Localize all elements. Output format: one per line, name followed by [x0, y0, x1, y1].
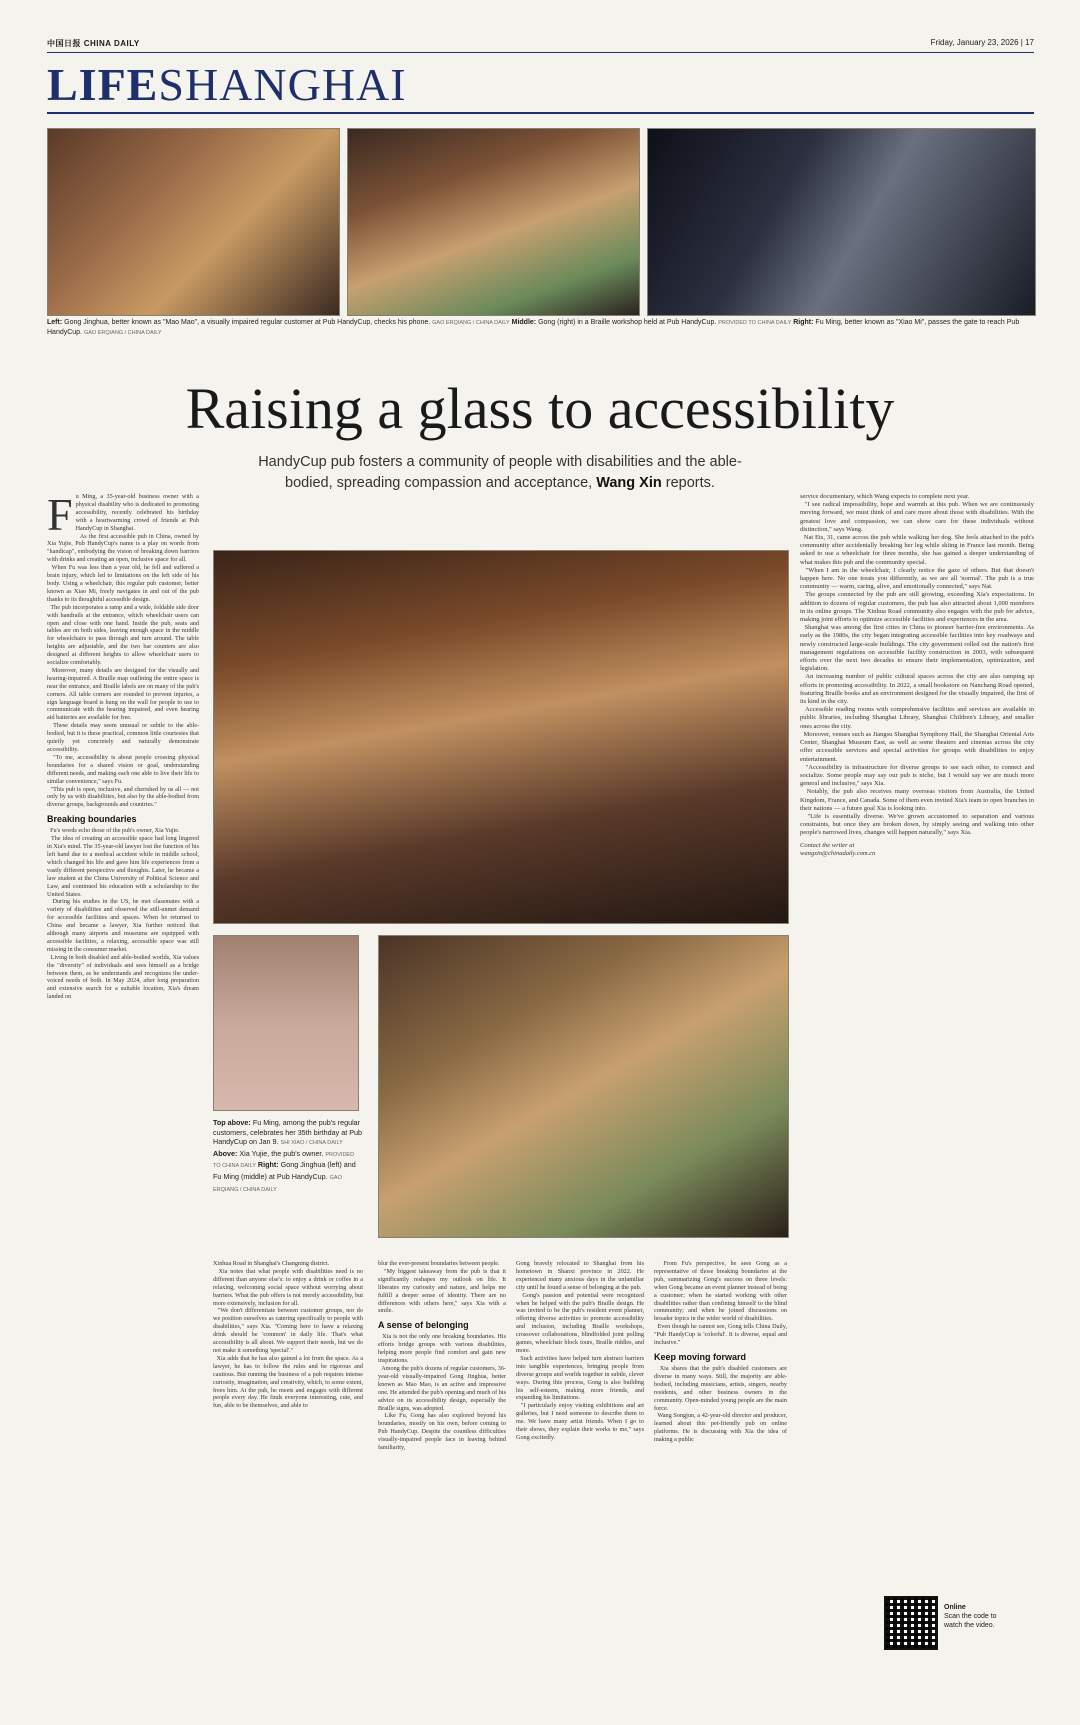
qr-label: Online Scan the code to watch the video.	[944, 1604, 997, 1629]
photo-fu-passes-gate	[647, 128, 1036, 316]
article-column-6: service documentary, which Wang expects to complete next year. "I see radical impossibility, hope and warmth at this pub. When we are continuously moving forward, we must think of and care more about those with disabilities. With the greatest love and compassion, we can show care for these individuals without distinction," says Wang. Nat Ets, 31, came across the pub while walking her dog. She feels attached to the pub's community after accidentally breaking her leg while skiing in France last month. Being asked to use a wheelchair for three months, she has gained a deeper understanding of what makes this pub and the community special. "When I am in the wheelchair, I clearly notice the gaze of others. But that doesn't happen here. No one treats you differently, as we are all 'normal'. The pub is a true community — warm, caring, alive, and emotionally connected," says Nat. The groups connected by the pub are still growing, exceeding Xia's expectations. In addition to dozens of regular customers, the pub has also attracted about 1,000 members in its online groups. The Xinhua Road community also engages with the pub for advice, making joint efforts to optimize accessible facilities and experiences in the area. Shanghai was among the first cities in China to pioneer barrier-free environments. As early as the 1980s, the city began integrating accessible facilities into key roadways and newly constructed large-scale buildings. The city government rolled out the nation's first management regulations on accessible facility construction in 2003, with subsequent efforts over the next two decades to ensure their implementation, optimization, and legislation. An increasing number of public cultural spaces across the city are also ramping up efforts in promoting accessibility. In 2022, a small bookstore on Nanchang Road opened, featuring Braille books and an environment designed for the visually impaired, the first of its kind in the city. Accessible reading rooms with comprehensive facilities and services are available in public libraries, including Shanghai Library, Shanghai Children's Library, and smaller ones across the city. Moreover, venues such as Jiangsu Shanghai Symphony Hall, the Shanghai Oriental Arts Center, Shanghai Museum East, as well as some theaters and cinemas across the city offer accessible services and special activities for groups with disabilities to enjoy entertainment. "Accessibility is infrastructure for diverse groups to see each other, to connect and socialize. Some people may say our pub is niche, but I would say we are much more general and inclusive," says Xia. Notably, the pub also receives many overseas visitors from Australia, the United Kingdom, France, and Canada. Some of them even invited Xia's team to open branches in their nations — a future goal Xia is looking into. "Life is essentially diverse. We've grown accustomed to separation and various constraints, but once they are broken down, by simply seeing and walking into other people's narrowed lives, changes will happen naturally," says Xia. Contact the writer at wangxin@chinadaily.com.cn	[800, 493, 1034, 857]
section-city: SHANGHAI	[158, 59, 407, 110]
article-column-3: blur the ever-present boundaries between people. "My biggest takeaway from the pub is that it significantly reshapes my outlook on life. It liberates my curiosity and nature, and helps me fulfill a deeper sense of identity. There are no differences with others here," says Xia with a smile. A sense of belonging Xia is not the only one breaking boundaries. His efforts bridge groups with various disabilities, helping more people find comfort and gain new inspirations. Among the pub's dozens of regular customers, 36-year-old visually-impaired Gong Jinghua, better known as Mao Mao, is an active and impressive one. He attended the pub's opening and much of his advice on its accessibility design, especially the Braille signs, was adopted. Like Fu, Gong has also explored beyond his boundaries, mostly on his own, before coming to Pub HandyCup. Despite the countless difficulties visually-impaired people face in leaving behind familiarity,	[378, 1260, 506, 1452]
bottom-photo-caption: Top above: Fu Ming, among the pub's regular customers, celebrates her 35th birthday at Pub HandyCup on Jan 9. SHI XIAO / CHINA DAILY Above: Xia Yujie, the pub's owner. PROVIDED TO CHINA DAILY Right: Gong Jinghua (left) and Fu Ming (middle) at Pub HandyCup. GAO ERQIANG / CHINA DAILY	[213, 1118, 363, 1193]
article-column-2: Xinhua Road in Shanghai's Changning district. Xia notes that what people with disabilities need is no different than anyone else's: to enjoy a drink or coffee in a relaxing, welcoming social space without worrying about barriers. What the pub offers is not merely accessibility, but more extensively, inclusion for all. "We don't differentiate between customer groups, nor do we position ourselves as catering specifically to people with disabilities," says Xia. "Coming here to have a relaxing drink should be 'common' in daily life. That's what accessibility is all about. We support their needs, but we do not make it something 'special'." Xia adds that he has also gained a lot from the space. As a lawyer, he has to follow the rules and be rigorous and cautious. But running the business of a pub requires intense curiosity, imagination, and creativity, which, to some extent, frees him. At the pub, he meets and engages with different people every day. He finds everyone interesting, cute, and fun, able to be themselves, and able to	[213, 1260, 363, 1410]
contact-label: Contact the writer at	[800, 841, 855, 849]
section-rule	[47, 112, 1034, 114]
date-page: Friday, January 23, 2026 | 17	[930, 38, 1034, 47]
headline: Raising a glass to accessibility	[185, 376, 895, 441]
photo-main-pub-crowd	[213, 550, 789, 924]
photo-xia-yujie	[213, 935, 359, 1111]
article-column-4: Gong bravely relocated to Shanghai from his hometown in Shanxi province in 2022. He experienced many anxious days in the unfamiliar city until he found a sense of belonging at the pub. Gong's passion and potential were recognized when he helped with the pub's Braille design. He was invited to be the pub's resident event planner, offering diverse activities to promote accessibility and inclusion, including Braille workshops, crossover collaborations, blindfolded joint polling games, wheelchair block tours, Braille riddles, and more. Such activities have helped turn abstract barriers into tangible experiences, bringing people from diverse groups and worlds together in subtle, clever ways. During this process, Gong is also building his self-esteem, making more friends, and expanding his limitations. "I particularly enjoy visiting exhibitions and art galleries, but I need someone to describe them to me. We have many artist friends. When I go to their shows, they explain their works to me," says Gong excitedly.	[516, 1260, 644, 1441]
deck: HandyCup pub fosters a community of people with disabilities and the able-bodied, spreading compassion and acceptance, Wang Xin reports.	[258, 454, 742, 491]
photo-gong-and-fu	[378, 935, 789, 1238]
masthead	[47, 38, 1034, 50]
subhead-breaking-boundaries: Breaking boundaries	[47, 814, 137, 825]
paper-name: 中国日报 CHINA DAILY	[47, 39, 140, 48]
section-title	[47, 59, 407, 110]
top-photo-caption: Left: Gong Jinghua, better known as "Mao Mao", a visually impaired regular customer at Pub HandyCup, checks his phone. GAO ERQIANG / CHINA DAILY Middle: Gong (right) in a Braille workshop held at Pub HandyCup. PROVIDED TO CHINA DAILY Right: Fu Ming, better known as "Xiao Mi", passes the gate to reach Pub HandyCup. GAO ERQIANG / CHINA DAILY	[47, 319, 1020, 336]
dropcap: F	[47, 493, 73, 540]
section-life: LIFE	[47, 59, 159, 110]
photo-gong-checks-phone	[47, 128, 340, 316]
article-column-5: From Fu's perspective, he sees Gong as a representative of those breaking boundaries at the pub, summarizing Gong's success on three levels: when Gong became an event planner instead of being a customer; when he started working with other disabilities rather than confining himself to the blind community; and when he joined discussions on broader topics in the wider world of disabilities. Even though he cannot see, Gong tells China Daily, "Pub HandyCup is 'colorful'. It is diverse, equal and inclusive." Keep moving forward Xia shares that the pub's disabled customers are diverse in many ways. Still, the majority are able-bodied, including musicians, artists, singers, nearby residents, and other business owners in the community. Open-minded young people are the main force. Wang Songjun, a 42-year-old director and producer, learned about this pet-friendly pub on online platforms. He is discussing with Xia the idea of making a public	[654, 1260, 787, 1444]
photo-braille-workshop	[347, 128, 640, 316]
subhead-sense-of-belonging: A sense of belonging	[378, 1320, 469, 1331]
subhead-keep-moving-forward: Keep moving forward	[654, 1351, 747, 1362]
byline: Wang Xin	[596, 475, 662, 491]
contact-email: wangxin@chinadaily.com.cn	[800, 849, 876, 857]
qr-code-icon[interactable]	[884, 1596, 938, 1650]
masthead-rule	[47, 52, 1034, 53]
article-column-1: Fu Ming, a 35-year-old business owner with a physical disability who is dedicated to promoting accessibility, recently celebrated his birthday with a heartwarming crowd of friends at Pub HandyCup in Shanghai. As the first accessible pub in China, owned by Xia Yujie, Pub HandyCup's name is a play on words from "handicap", embodying the vision of breaking down barriers with drinks and creating an open, inclusive space for all. When Fu was less than a year old, he fell and suffered a brain injury, which led to limitations on the left side of his body. Using a wheelchair, this regular pub customer, better known as Xiao Mi, freely navigates in and out of the pub thanks to its thoughtful accessible design. The pub incorporates a ramp and a wide, foldable side door with handrails at the entrance, which wheelchair users can open and close with one hand. Inside the pub, seats and tables are on both sides, leaving enough space in the middle for wheelchairs to pass through and turn around. The table heights are adjustable, and the two bar counters are also designed at different heights to allow wheelchair users to socialize comfortably. Moreover, many details are designed for the visually and hearing-impaired. A Braille map outlining the entire space is near the entrance, and Braille labels are on many of the pub's corners. All table corners are rounded to prevent injuries, a sign language board is hung on the wall for people to use to communicate with the hearing impaired, and even hearing aid batteries are available for free. These details may seem unusual or subtle to the able-bodied, but it is these practical, common little courtesies that quietly yet concretely and naturally demonstrate accessibility. "To me, accessibility is about people crossing physical boundaries for a shared vision or goal, understanding different needs, and making each one able to live their life to similar convenience," says Fu. "This pub is open, inclusive, and cherished by us all — not only by us with disabilities, but also by the able-bodied from diverse groups, backgrounds and countries." Breaking boundaries Fu's words echo those of the pub's owner, Xia Yujie. The idea of creating an accessible space had long lingered in Xia's mind. The 35-year-old lawyer lost the function of his left hand due to a medical accident while in middle school, which changed his life and gave him life experiences from a vastly different perspective and thoughts. Later, he became a law student at the China University of Political Science and Law, and continued his education with a scholarship to the United States. During his studies in the US, he met classmates with a variety of disabilities and observed the still-unmet demand for accessible facilities and spaces. When he returned to China and became a lawyer, Xia further noticed that although many airports and museums are equipped with accessible facilities, a relaxing, accessible space was still missing in the consumer market. Living in both disabled and able-bodied worlds, Xia values the "diversity" of individuals and sees himself as a bridge between them, as he understands and recognizes the under-voiced needs of both. In May 2024, after long preparation and extensive search for a suitable location, Xia's dream landed on	[47, 493, 199, 1001]
